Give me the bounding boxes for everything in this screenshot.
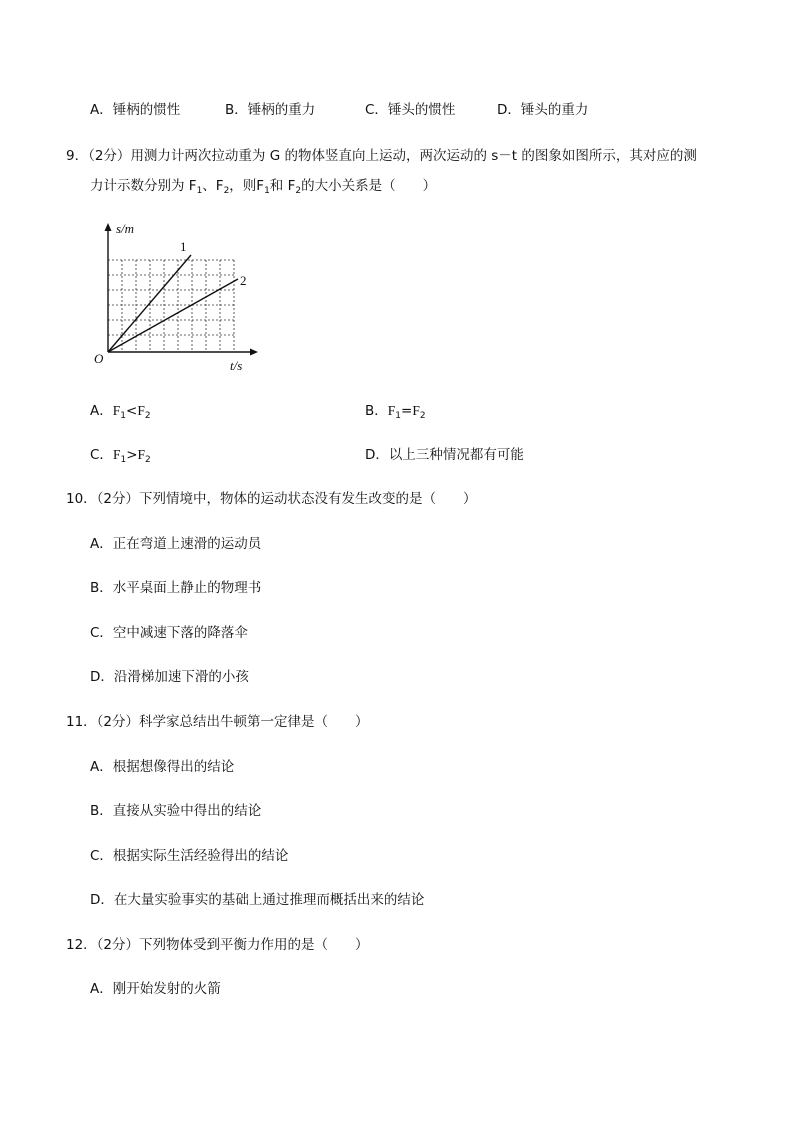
option-label: A． bbox=[90, 403, 113, 419]
formula-part: F bbox=[137, 403, 145, 418]
option-text: 锤柄的重力 bbox=[247, 102, 316, 118]
s-t-graph bbox=[92, 215, 272, 375]
q12-option-a: A．刚开始发射的火箭 bbox=[90, 981, 221, 997]
subscript: 1 bbox=[395, 411, 402, 421]
q11-option-d: D．在大量实验事实的基础上通过推理而概括出来的结论 bbox=[90, 892, 425, 908]
subscript: 1 bbox=[120, 455, 127, 465]
q9-stem-line2 bbox=[90, 177, 436, 195]
x-axis-label: t/s bbox=[230, 358, 243, 373]
q11-option-a: A．根据想像得出的结论 bbox=[90, 759, 235, 775]
subscript: 2 bbox=[419, 411, 426, 421]
q9-option-d bbox=[365, 446, 524, 464]
subscript: 1 bbox=[264, 186, 270, 196]
q8-option-d bbox=[497, 101, 588, 119]
x-axis-arrow bbox=[250, 349, 258, 356]
q10-option-a: A．正在弯道上速滑的运动员 bbox=[90, 536, 262, 552]
grid bbox=[108, 260, 234, 352]
subscript: 1 bbox=[196, 186, 203, 196]
subscript: 1 bbox=[120, 411, 126, 421]
formula-part: F bbox=[412, 403, 420, 418]
option-text: 锤头的重力 bbox=[520, 102, 589, 118]
question-score: （2分） bbox=[88, 148, 131, 164]
question-text: 用测力计两次拉动重为 G 的物体竖直向上运动，两次运动的 s－t 的图象如图所示，其对应的测 bbox=[130, 148, 697, 164]
line-1-label: 1 bbox=[180, 239, 187, 254]
option-text: 锤柄的惯性 bbox=[112, 102, 181, 118]
line-1 bbox=[108, 255, 191, 352]
q11-option-c: C．根据实际生活经验得出的结论 bbox=[90, 848, 289, 864]
option-label: B． bbox=[225, 102, 248, 118]
operator: = bbox=[401, 403, 413, 419]
q11-option-b: B．直接从实验中得出的结论 bbox=[90, 803, 262, 819]
option-label: D． bbox=[365, 447, 389, 463]
option-text: 锤头的惯性 bbox=[387, 102, 456, 118]
stem-fragment: 力计示数分别为 F bbox=[90, 178, 197, 194]
q9-option-c bbox=[90, 446, 151, 464]
q9-option-a bbox=[90, 402, 151, 420]
stem-fragment: 和 F bbox=[269, 178, 296, 194]
subscript: 2 bbox=[223, 186, 230, 196]
stem-fragment: 、F bbox=[202, 178, 224, 194]
q8-option-c bbox=[365, 101, 455, 119]
q10-stem: 10．（2分）下列情境中，物体的运动状态没有发生改变的是（ ） bbox=[66, 491, 477, 507]
operator: > bbox=[126, 447, 138, 463]
formula-part: F bbox=[112, 403, 121, 418]
origin-label: O bbox=[94, 351, 104, 366]
question-number: 9． bbox=[66, 148, 89, 164]
q9-stem-line1 bbox=[66, 147, 697, 165]
formula-part: F bbox=[112, 447, 121, 462]
y-axis-arrow bbox=[105, 223, 112, 231]
q8-option-b bbox=[225, 101, 315, 119]
q9-option-b bbox=[365, 402, 426, 420]
operator: < bbox=[126, 403, 138, 419]
q8-option-a bbox=[90, 101, 180, 119]
option-label: D． bbox=[497, 102, 521, 118]
subscript: 2 bbox=[144, 411, 151, 421]
q11-stem: 11．（2分）科学家总结出牛顿第一定律是（ ） bbox=[66, 714, 369, 730]
line-2-label: 2 bbox=[240, 273, 247, 288]
formula-part: F bbox=[387, 403, 396, 418]
q10-option-b: B．水平桌面上静止的物理书 bbox=[90, 580, 262, 596]
option-label: C． bbox=[365, 102, 388, 118]
q12-stem: 12．（2分）下列物体受到平衡力作用的是（ ） bbox=[66, 937, 369, 953]
subscript: 2 bbox=[145, 455, 151, 465]
q10-option-c: C．空中减速下落的降落伞 bbox=[90, 625, 248, 641]
subscript: 2 bbox=[295, 186, 302, 196]
option-label: C． bbox=[90, 447, 113, 463]
stem-fragment: 的大小关系是（ ） bbox=[301, 178, 437, 194]
option-label: B． bbox=[365, 403, 388, 419]
y-axis-label: s/m bbox=[116, 221, 135, 236]
stem-fragment: ，则F bbox=[229, 178, 265, 194]
formula-part: F bbox=[137, 447, 146, 462]
option-label: A． bbox=[90, 102, 113, 118]
option-text: 以上三种情况都有可能 bbox=[388, 447, 524, 463]
q10-option-d: D．沿滑梯加速下滑的小孩 bbox=[90, 669, 249, 685]
